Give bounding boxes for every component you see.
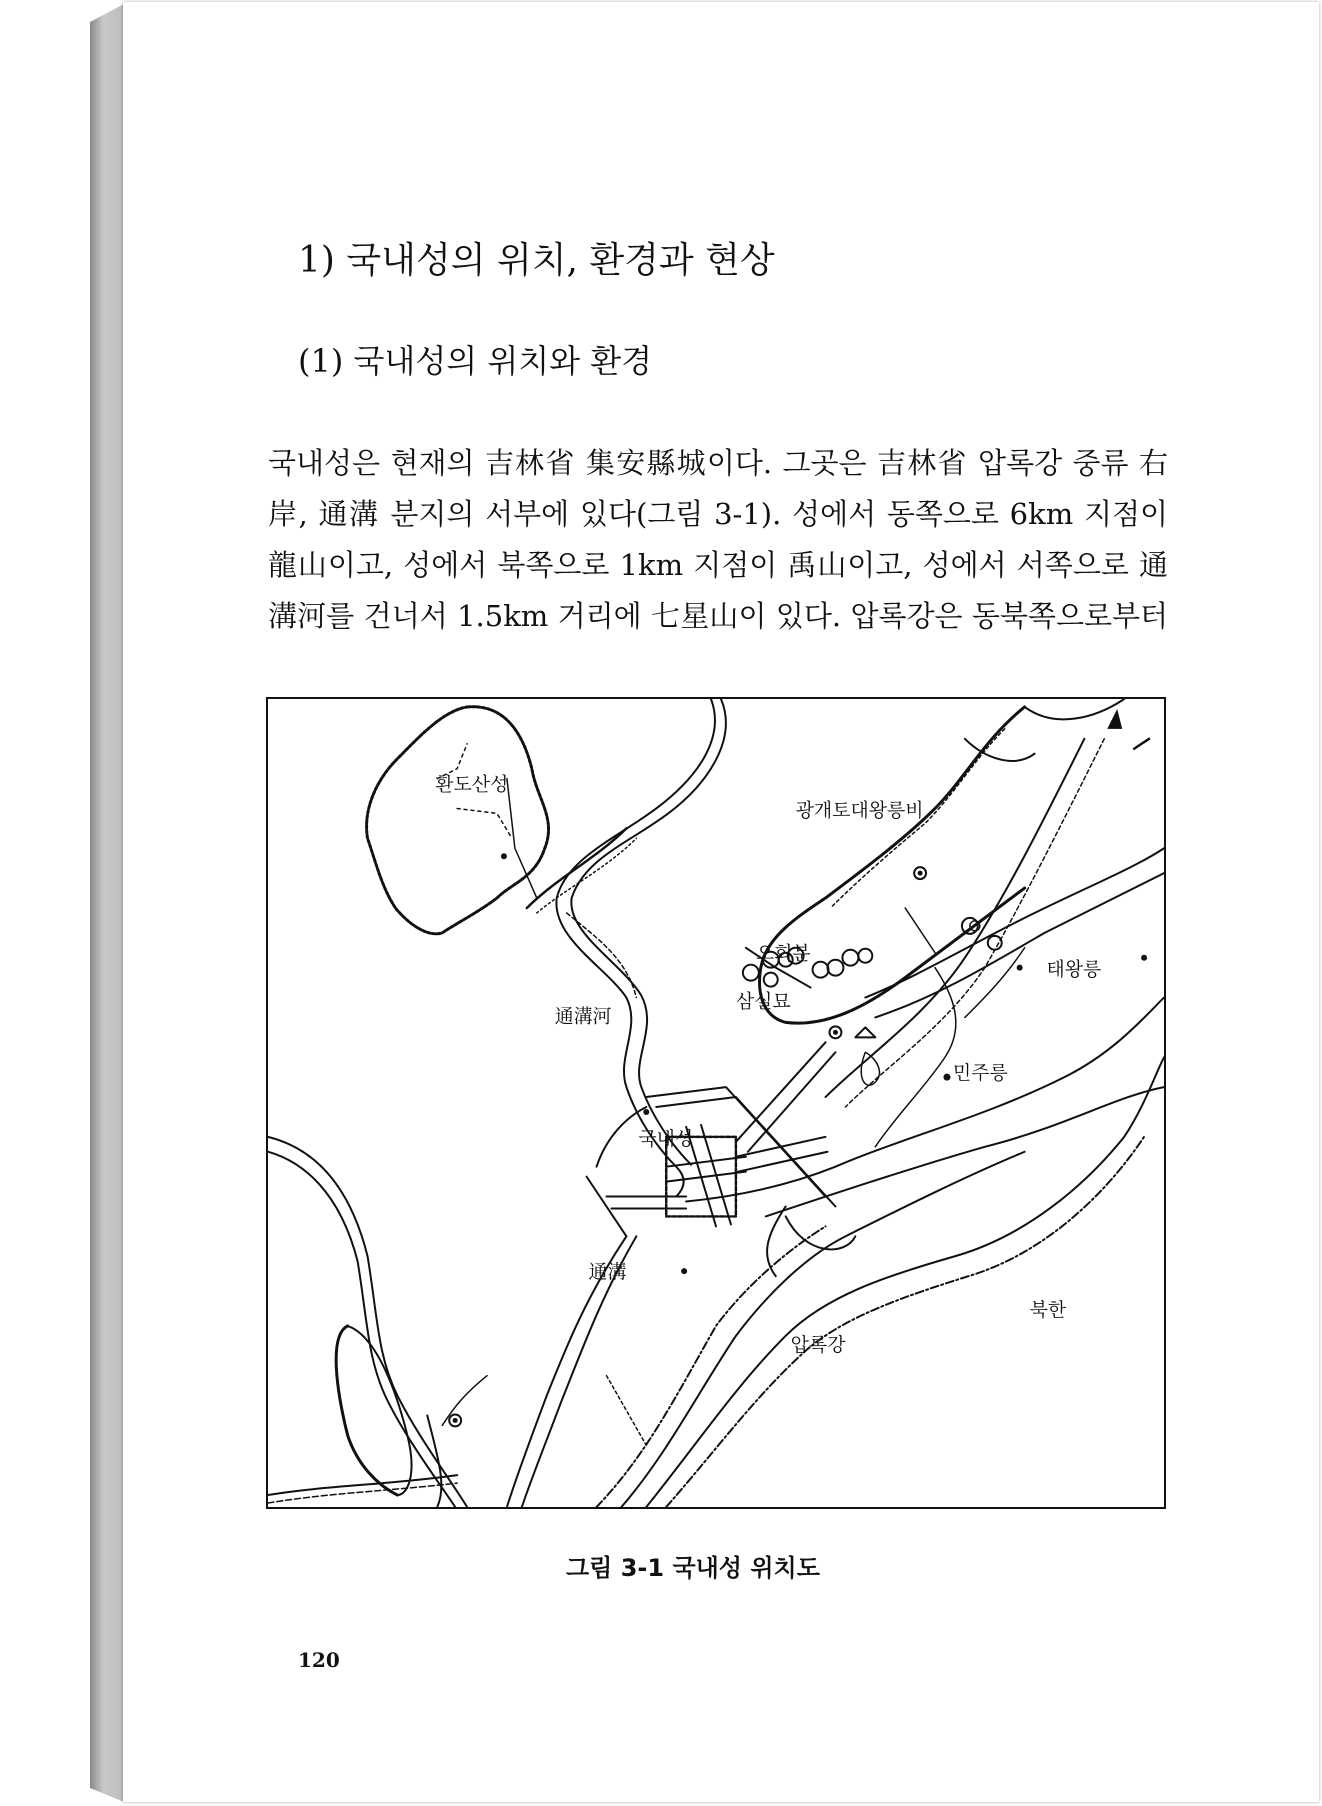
label-samsilmyo: 삼실묘 <box>735 990 791 1013</box>
label-north-korea: 북한 <box>1029 1298 1067 1321</box>
paragraph-line: 국내성은 현재의 吉林省 集安縣城이다. 그곳은 吉林省 압록강 중류 右 <box>268 446 1168 480</box>
label-amnok-river: 압록강 <box>790 1333 846 1356</box>
label-gungnae-fortress: 국내성 <box>638 1127 694 1150</box>
tonggou-river <box>556 699 715 1197</box>
subsection-heading: (1) 국내성의 위치와 환경 <box>298 342 653 380</box>
location-map <box>266 697 1166 1509</box>
label-hwando-fortress: 환도산성 <box>435 773 509 796</box>
label-gwanggaeto-stele: 광개토대왕릉비 <box>795 799 924 822</box>
tomb-marker <box>828 960 844 976</box>
label-tonggou: 通溝 <box>588 1261 627 1284</box>
label-tonggou-river: 通溝河 <box>554 1005 612 1028</box>
label-ohoebun: 오회분 <box>755 942 811 965</box>
book-spine <box>90 4 124 1802</box>
map-drawing <box>268 699 1164 1507</box>
tomb-marker <box>813 962 829 978</box>
label-minjuneung: 민주릉 <box>952 1062 1008 1085</box>
tomb-marker <box>842 950 858 966</box>
tomb-marker <box>743 965 759 981</box>
tomb-marker <box>858 949 872 963</box>
map-points <box>501 709 1147 1274</box>
paragraph-line: 龍山이고, 성에서 북쪽으로 1km 지점이 禹山이고, 성에서 서쪽으로 通 <box>268 548 1168 582</box>
tomb-marker <box>764 973 778 987</box>
tomb-marker <box>988 936 1002 950</box>
page-number: 120 <box>298 1648 340 1672</box>
section-heading: 1) 국내성의 위치, 환경과 현상 <box>298 240 775 281</box>
paragraph-line: 岸, 通溝 분지의 서부에 있다(그림 3-1). 성에서 동쪽으로 6km 지점이 <box>268 497 1168 531</box>
body-paragraph <box>268 438 1168 642</box>
label-taewangneung: 태왕릉 <box>1046 958 1102 981</box>
paragraph-line: 溝河를 건너서 1.5km 거리에 七星山이 있다. 압록강은 동북쪽으로부터 <box>268 599 1168 633</box>
hwando-fortress-outline <box>367 707 549 934</box>
figure-caption: 그림 3-1 국내성 위치도 <box>566 1554 820 1582</box>
